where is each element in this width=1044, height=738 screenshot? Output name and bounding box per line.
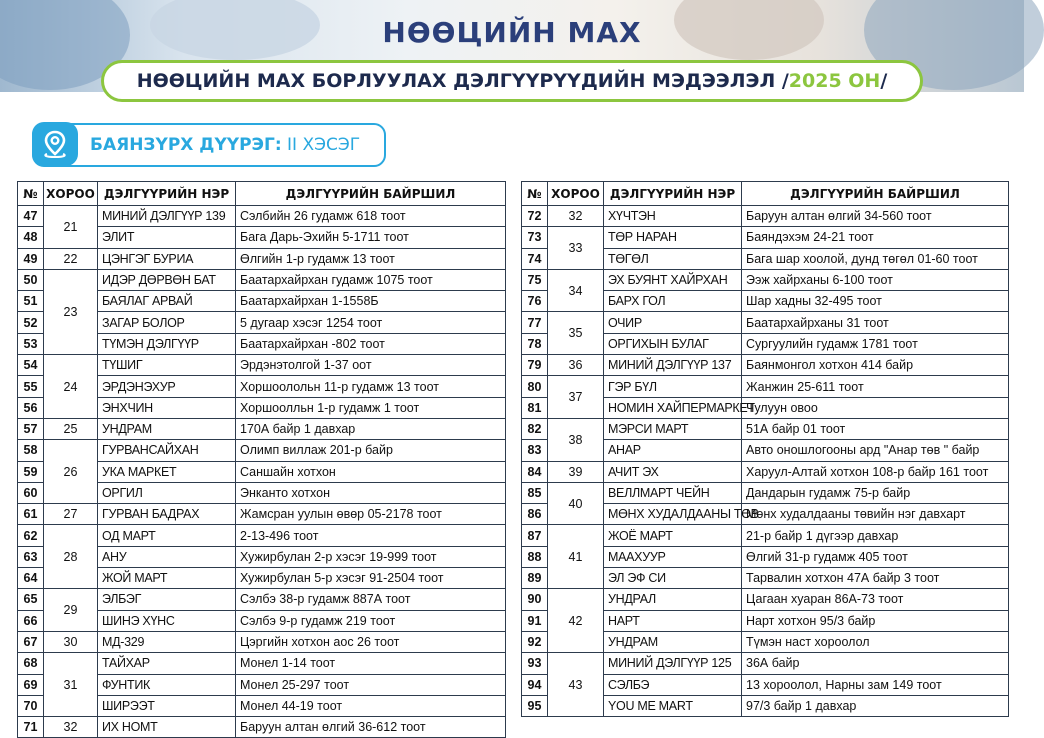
khoroo-cell: 38 xyxy=(548,418,604,461)
khoroo-cell: 34 xyxy=(548,269,604,312)
row-number: 61 xyxy=(18,504,44,525)
row-number: 65 xyxy=(18,589,44,610)
row-number: 91 xyxy=(522,610,548,631)
shop-address: Мөнх худалдааны төвийн нэг давхарт xyxy=(742,504,1009,525)
shop-name: ШИНЭ ХҮНС xyxy=(98,610,236,631)
shop-address: Тарвалин хотхон 47А байр 3 тоот xyxy=(742,568,1009,589)
row-number: 54 xyxy=(18,355,44,376)
shop-address: Хужирбулан 2-р хэсэг 19-999 тоот xyxy=(236,546,506,567)
table-row xyxy=(522,206,1009,227)
row-number: 60 xyxy=(18,482,44,503)
table-row xyxy=(522,418,1009,439)
row-number: 72 xyxy=(522,206,548,227)
shop-name: ЭЛ ЭФ СИ xyxy=(604,568,742,589)
shop-address: Сургуулийн гудамж 1781 тоот xyxy=(742,333,1009,354)
row-number: 79 xyxy=(522,355,548,376)
shop-address: Дандарын гудамж 75-р байр xyxy=(742,482,1009,503)
row-number: 66 xyxy=(18,610,44,631)
row-number: 62 xyxy=(18,525,44,546)
page-title xyxy=(101,60,923,102)
row-number: 50 xyxy=(18,269,44,290)
shop-address: 51А байр 01 тоот xyxy=(742,418,1009,439)
row-number: 63 xyxy=(18,546,44,567)
shop-name: ЭЛИТ xyxy=(98,227,236,248)
shop-address: Баянмонгол хотхон 414 байр xyxy=(742,355,1009,376)
shop-address: Бага шар хоолой, дунд төгөл 01-60 тоот xyxy=(742,248,1009,269)
table-body-left xyxy=(18,206,506,738)
khoroo-cell: 43 xyxy=(548,653,604,717)
khoroo-cell: 39 xyxy=(548,461,604,482)
khoroo-cell: 27 xyxy=(44,504,98,525)
shop-address: 21-р байр 1 дүгээр давхар xyxy=(742,525,1009,546)
khoroo-cell: 33 xyxy=(548,227,604,270)
shop-address: 5 дугаар хэсэг 1254 тоот xyxy=(236,312,506,333)
shop-address: Эрдэнэтолгой 1-37 оот xyxy=(236,355,506,376)
khoroo-cell: 36 xyxy=(548,355,604,376)
row-number: 94 xyxy=(522,674,548,695)
khoroo-cell: 24 xyxy=(44,355,98,419)
khoroo-cell: 35 xyxy=(548,312,604,355)
shop-address: 2-13-496 тоот xyxy=(236,525,506,546)
shop-address: Монел 44-19 тоот xyxy=(236,695,506,716)
shop-address: Ээж хайрханы 6-100 тоот xyxy=(742,269,1009,290)
row-number: 59 xyxy=(18,461,44,482)
shop-address: Цагаан хуаран 86А-73 тоот xyxy=(742,589,1009,610)
table-row xyxy=(18,504,506,525)
khoroo-cell: 42 xyxy=(548,589,604,653)
district-label xyxy=(32,123,386,167)
page-title-end: / xyxy=(880,70,888,92)
shop-address: Авто оношлогооны ард "Анар төв " байр xyxy=(742,440,1009,461)
row-number: 64 xyxy=(18,568,44,589)
table-row xyxy=(522,589,1009,610)
header-shop-name: ДЭЛГҮҮРИЙН НЭР xyxy=(604,182,742,206)
page-title-year: 2025 ОН xyxy=(788,70,881,92)
shop-name: ФУНТИК xyxy=(98,674,236,695)
row-number: 67 xyxy=(18,631,44,652)
shop-address: 13 хороолол, Нарны зам 149 тоот xyxy=(742,674,1009,695)
header-shop-address: ДЭЛГҮҮРИЙН БАЙРШИЛ xyxy=(236,182,506,206)
row-number: 89 xyxy=(522,568,548,589)
shop-name: УНДРАМ xyxy=(98,418,236,439)
row-number: 57 xyxy=(18,418,44,439)
shop-name: ЦЭНГЭГ БУРИА xyxy=(98,248,236,269)
khoroo-cell: 31 xyxy=(44,653,98,717)
shop-address: Баруун алтан өлгий 34-560 тоот xyxy=(742,206,1009,227)
shop-name: ОЧИР xyxy=(604,312,742,333)
row-number: 93 xyxy=(522,653,548,674)
row-number: 85 xyxy=(522,482,548,503)
table-row xyxy=(522,482,1009,503)
row-number: 58 xyxy=(18,440,44,461)
shops-table-left xyxy=(17,181,506,738)
row-number: 75 xyxy=(522,269,548,290)
shop-name: YOU ME MART xyxy=(604,695,742,716)
shop-address: Монел 25-297 тоот xyxy=(236,674,506,695)
table-row xyxy=(18,631,506,652)
row-number: 86 xyxy=(522,504,548,525)
header-khoroo: ХОРОО xyxy=(548,182,604,206)
khoroo-cell: 25 xyxy=(44,418,98,439)
table-row xyxy=(18,355,506,376)
header-shop-name: ДЭЛГҮҮРИЙН НЭР xyxy=(98,182,236,206)
shop-name: МӨНХ ХУДАЛДААНЫ ТӨВ xyxy=(604,504,742,525)
table-row xyxy=(522,355,1009,376)
row-number: 73 xyxy=(522,227,548,248)
shop-name: ЖОЁ МАРТ xyxy=(604,525,742,546)
shop-address: Олимп виллаж 201-р байр xyxy=(236,440,506,461)
row-number: 80 xyxy=(522,376,548,397)
table-header-row xyxy=(18,182,506,206)
table-row xyxy=(18,525,506,546)
shop-name: ЗАГАР БОЛОР xyxy=(98,312,236,333)
khoroo-cell: 41 xyxy=(548,525,604,589)
shop-address: Нарт хотхон 95/3 байр xyxy=(742,610,1009,631)
table-row xyxy=(18,206,506,227)
table-row xyxy=(18,269,506,290)
khoroo-cell: 40 xyxy=(548,482,604,525)
khoroo-cell: 26 xyxy=(44,440,98,504)
shop-name: ТӨГӨЛ xyxy=(604,248,742,269)
shop-name: ОРГИЛ xyxy=(98,482,236,503)
shop-name: БАРХ ГОЛ xyxy=(604,291,742,312)
table-row xyxy=(18,717,506,738)
row-number: 47 xyxy=(18,206,44,227)
shop-address: Өлгийн 1-р гудамж 13 тоот xyxy=(236,248,506,269)
district-title xyxy=(90,135,360,155)
shop-name: ТҮМЭН ДЭЛГҮҮР xyxy=(98,333,236,354)
table-row xyxy=(522,653,1009,674)
row-number: 49 xyxy=(18,248,44,269)
shop-address: Жанжин 25-611 тоот xyxy=(742,376,1009,397)
shop-name: МД-329 xyxy=(98,631,236,652)
shop-address: Баяндэхэм 24-21 тоот xyxy=(742,227,1009,248)
shop-name: НОМИН ХАЙПЕРМАРКЕТ xyxy=(604,397,742,418)
row-number: 68 xyxy=(18,653,44,674)
row-number: 76 xyxy=(522,291,548,312)
shop-name: ХҮЧТЭН xyxy=(604,206,742,227)
row-number: 87 xyxy=(522,525,548,546)
shop-name: ЭХ БУЯНТ ХАЙРХАН xyxy=(604,269,742,290)
row-number: 92 xyxy=(522,631,548,652)
table-row xyxy=(522,269,1009,290)
shop-address: Хоршоолльн 1-р гудамж 1 тоот xyxy=(236,397,506,418)
shop-address: Түмэн наст хороолол xyxy=(742,631,1009,652)
header-num: № xyxy=(18,182,44,206)
shop-name: ШИРЭЭТ xyxy=(98,695,236,716)
shop-address: 170А байр 1 давхар xyxy=(236,418,506,439)
header-num: № xyxy=(522,182,548,206)
table-row xyxy=(18,589,506,610)
shop-address: Сэлбэ 38-р гудамж 887А тоот xyxy=(236,589,506,610)
district-part: II ХЭСЭГ xyxy=(281,135,361,155)
shop-name: МИНИЙ ДЭЛГҮҮР 137 xyxy=(604,355,742,376)
shop-address: Монел 1-14 тоот xyxy=(236,653,506,674)
brand-logo-text: НӨӨЦИЙН МАХ xyxy=(382,16,642,49)
shop-name: ВЕЛЛМАРТ ЧЕЙН xyxy=(604,482,742,503)
khoroo-cell: 30 xyxy=(44,631,98,652)
table-header-row xyxy=(522,182,1009,206)
table-row xyxy=(522,227,1009,248)
shop-name: УНДРАМ xyxy=(604,631,742,652)
row-number: 53 xyxy=(18,333,44,354)
shop-name: ТӨР НАРАН xyxy=(604,227,742,248)
row-number: 69 xyxy=(18,674,44,695)
row-number: 83 xyxy=(522,440,548,461)
shop-address: Сэлбийн 26 гудамж 618 тоот xyxy=(236,206,506,227)
khoroo-cell: 28 xyxy=(44,525,98,589)
row-number: 71 xyxy=(18,717,44,738)
row-number: 51 xyxy=(18,291,44,312)
row-number: 52 xyxy=(18,312,44,333)
shop-name: ГЭР БҮЛ xyxy=(604,376,742,397)
shop-name: БАЯЛАГ АРВАЙ xyxy=(98,291,236,312)
shop-address: Баатархайрхан 1-1558Б xyxy=(236,291,506,312)
shop-name: АНУ xyxy=(98,546,236,567)
shop-address: Хужирбулан 5-р хэсэг 91-2504 тоот xyxy=(236,568,506,589)
shop-name: ТАЙХАР xyxy=(98,653,236,674)
shop-address: Хоршоолольн 11-р гудамж 13 тоот xyxy=(236,376,506,397)
khoroo-cell: 29 xyxy=(44,589,98,632)
row-number: 55 xyxy=(18,376,44,397)
header-khoroo: ХОРОО xyxy=(44,182,98,206)
shop-address: Саншайн хотхон xyxy=(236,461,506,482)
khoroo-cell: 37 xyxy=(548,376,604,419)
table-row xyxy=(18,418,506,439)
shop-name: МААХУУР xyxy=(604,546,742,567)
shop-name: ТҮШИГ xyxy=(98,355,236,376)
shop-name: ЖОЙ МАРТ xyxy=(98,568,236,589)
shop-address: Жамсран уулын өвөр 05-2178 тоот xyxy=(236,504,506,525)
shops-table-right xyxy=(521,181,1009,717)
shop-address: Чулуун овоо xyxy=(742,397,1009,418)
row-number: 56 xyxy=(18,397,44,418)
shop-name: ЭРДЭНЭХУР xyxy=(98,376,236,397)
khoroo-cell: 21 xyxy=(44,206,98,249)
row-number: 90 xyxy=(522,589,548,610)
shop-name: ЭЛБЭГ xyxy=(98,589,236,610)
khoroo-cell: 23 xyxy=(44,269,98,354)
header-shop-address: ДЭЛГҮҮРИЙН БАЙРШИЛ xyxy=(742,182,1009,206)
shop-name: УКА МАРКЕТ xyxy=(98,461,236,482)
row-number: 48 xyxy=(18,227,44,248)
shop-name: МЭРСИ МАРТ xyxy=(604,418,742,439)
shop-name: ГУРВАН БАДРАХ xyxy=(98,504,236,525)
row-number: 74 xyxy=(522,248,548,269)
location-pin-icon xyxy=(32,122,78,166)
shop-name: АЧИТ ЭХ xyxy=(604,461,742,482)
shop-address: Бага Дарь-Эхийн 5-1711 тоот xyxy=(236,227,506,248)
khoroo-cell: 32 xyxy=(548,206,604,227)
row-number: 88 xyxy=(522,546,548,567)
shop-name: АНАР xyxy=(604,440,742,461)
shop-name: ГУРВАНСАЙХАН xyxy=(98,440,236,461)
district-name: БАЯНЗҮРХ ДҮҮРЭГ: xyxy=(90,135,282,155)
row-number: 70 xyxy=(18,695,44,716)
table-row xyxy=(522,525,1009,546)
shop-address: Энканто хотхон xyxy=(236,482,506,503)
khoroo-cell: 32 xyxy=(44,717,98,738)
row-number: 95 xyxy=(522,695,548,716)
shop-address: Баатархайрхан гудамж 1075 тоот xyxy=(236,269,506,290)
table-body-right xyxy=(522,206,1009,717)
row-number: 81 xyxy=(522,397,548,418)
shop-address: Баатархайрхан -802 тоот xyxy=(236,333,506,354)
shop-address: Шар хадны 32-495 тоот xyxy=(742,291,1009,312)
shop-name: СЭЛБЭ xyxy=(604,674,742,695)
shop-name: МИНИЙ ДЭЛГҮҮР 125 xyxy=(604,653,742,674)
shop-address: 97/3 байр 1 давхар xyxy=(742,695,1009,716)
row-number: 84 xyxy=(522,461,548,482)
shop-name: ИХ НОМТ xyxy=(98,717,236,738)
shop-address: Цэргийн хотхон аос 26 тоот xyxy=(236,631,506,652)
table-row xyxy=(18,440,506,461)
shop-address: Сэлбэ 9-р гудамж 219 тоот xyxy=(236,610,506,631)
row-number: 82 xyxy=(522,418,548,439)
shop-address: 36А байр xyxy=(742,653,1009,674)
row-number: 77 xyxy=(522,312,548,333)
shop-name: ОД МАРТ xyxy=(98,525,236,546)
table-row xyxy=(522,312,1009,333)
table-row xyxy=(18,653,506,674)
table-row xyxy=(522,376,1009,397)
shop-address: Өлгий 31-р гудамж 405 тоот xyxy=(742,546,1009,567)
shop-name: ОРГИХЫН БУЛАГ xyxy=(604,333,742,354)
shop-name: МИНИЙ ДЭЛГҮҮР 139 xyxy=(98,206,236,227)
shop-name: ИДЭР ДӨРВӨН БАТ xyxy=(98,269,236,290)
khoroo-cell: 22 xyxy=(44,248,98,269)
shop-address: Харуул-Алтай хотхон 108-р байр 161 тоот xyxy=(742,461,1009,482)
shop-name: УНДРАЛ xyxy=(604,589,742,610)
shop-name: НАРТ xyxy=(604,610,742,631)
shop-address: Баатархайрханы 31 тоот xyxy=(742,312,1009,333)
shop-name: ЭНХЧИН xyxy=(98,397,236,418)
row-number: 78 xyxy=(522,333,548,354)
table-row xyxy=(522,461,1009,482)
page-title-main: НӨӨЦИЙН МАХ БОРЛУУЛАХ ДЭЛГҮҮРҮҮДИЙН МЭДЭЭЛЭЛ / xyxy=(136,70,789,92)
table-row xyxy=(18,248,506,269)
shop-address: Баруун алтан өлгий 36-612 тоот xyxy=(236,717,506,738)
